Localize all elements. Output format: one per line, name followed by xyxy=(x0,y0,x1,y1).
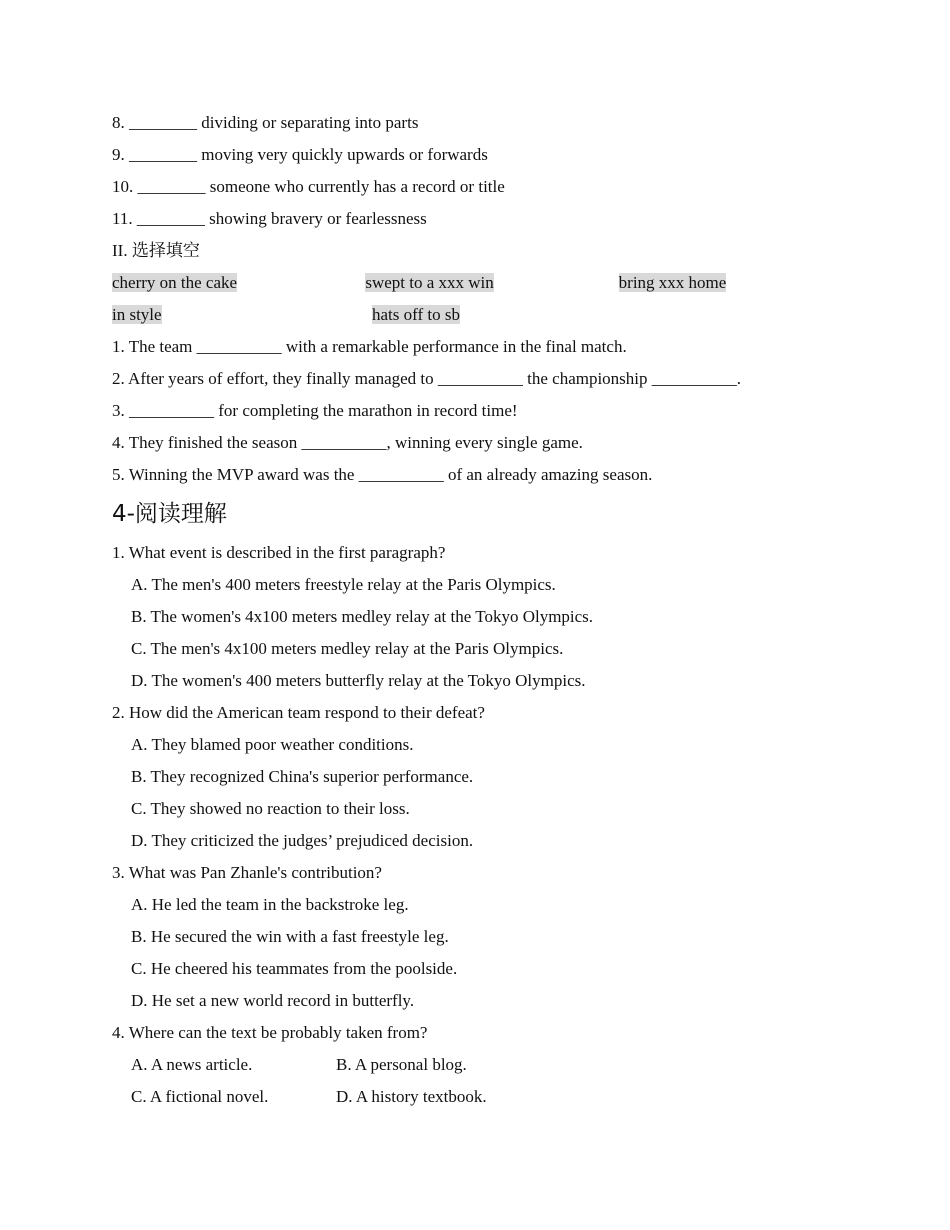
question-text: 2. How did the American team respond to their defeat? xyxy=(112,703,485,722)
section-heading-fill-in: II. 选择填空 xyxy=(112,241,200,260)
word-bank-chip: bring xxx home xyxy=(618,273,727,292)
section-heading-reading: 4-阅读理解 xyxy=(112,501,227,527)
word-bank-row xyxy=(112,299,872,331)
answer-option-row xyxy=(112,1049,872,1081)
vocab-item: 9. ________ moving very quickly upwards or forwards xyxy=(112,145,488,164)
answer-option: B. They recognized China's superior performance. xyxy=(131,767,474,786)
vocab-item: 11. ________ showing bravery or fearlessness xyxy=(112,209,427,228)
answer-option: D. The women's 400 meters butterfly relay at the Tokyo Olympics. xyxy=(131,671,586,690)
fill-sentence: 5. Winning the MVP award was the __________ of an already amazing season. xyxy=(112,465,653,484)
answer-option: D. A history textbook. xyxy=(336,1087,487,1106)
word-bank-chip: cherry on the cake xyxy=(112,273,238,292)
answer-option: B. The women's 4x100 meters medley relay at the Tokyo Olympics. xyxy=(131,607,594,626)
answer-option: C. He cheered his teammates from the poolside. xyxy=(131,959,458,978)
answer-option: C. A fictional novel. xyxy=(131,1087,269,1106)
document-page xyxy=(112,107,872,1113)
question-text: 1. What event is described in the first paragraph? xyxy=(112,543,446,562)
fill-sentence: 2. After years of effort, they finally managed to __________ the championship __________. xyxy=(112,369,742,388)
question-text: 3. What was Pan Zhanle's contribution? xyxy=(112,863,382,882)
answer-option: B. A personal blog. xyxy=(336,1055,467,1074)
answer-option: D. He set a new world record in butterfly. xyxy=(131,991,415,1010)
fill-sentence: 4. They finished the season __________, winning every single game. xyxy=(112,433,583,452)
vocab-item: 10. ________ someone who currently has a record or title xyxy=(112,177,505,196)
word-bank-chip: in style xyxy=(112,305,162,324)
word-bank-row xyxy=(112,267,872,299)
question-text: 4. Where can the text be probably taken from? xyxy=(112,1023,428,1042)
fill-sentence: 1. The team __________ with a remarkable performance in the final match. xyxy=(112,337,627,356)
answer-option: C. They showed no reaction to their loss. xyxy=(131,799,410,818)
fill-sentence: 3. __________ for completing the marathon in record time! xyxy=(112,401,518,420)
answer-option: D. They criticized the judges’ prejudiced decision. xyxy=(131,831,474,850)
answer-option: A. They blamed poor weather conditions. xyxy=(131,735,414,754)
answer-option: A. He led the team in the backstroke leg. xyxy=(131,895,409,914)
answer-option: B. He secured the win with a fast freestyle leg. xyxy=(131,927,449,946)
answer-option-row xyxy=(112,1081,872,1113)
word-bank-chip: swept to a xxx win xyxy=(365,273,494,292)
answer-option: A. The men's 400 meters freestyle relay at the Paris Olympics. xyxy=(131,575,556,594)
answer-option: C. The men's 4x100 meters medley relay at the Paris Olympics. xyxy=(131,639,564,658)
vocab-item: 8. ________ dividing or separating into parts xyxy=(112,113,419,132)
word-bank-chip: hats off to sb xyxy=(372,305,460,324)
answer-option: A. A news article. xyxy=(131,1055,253,1074)
